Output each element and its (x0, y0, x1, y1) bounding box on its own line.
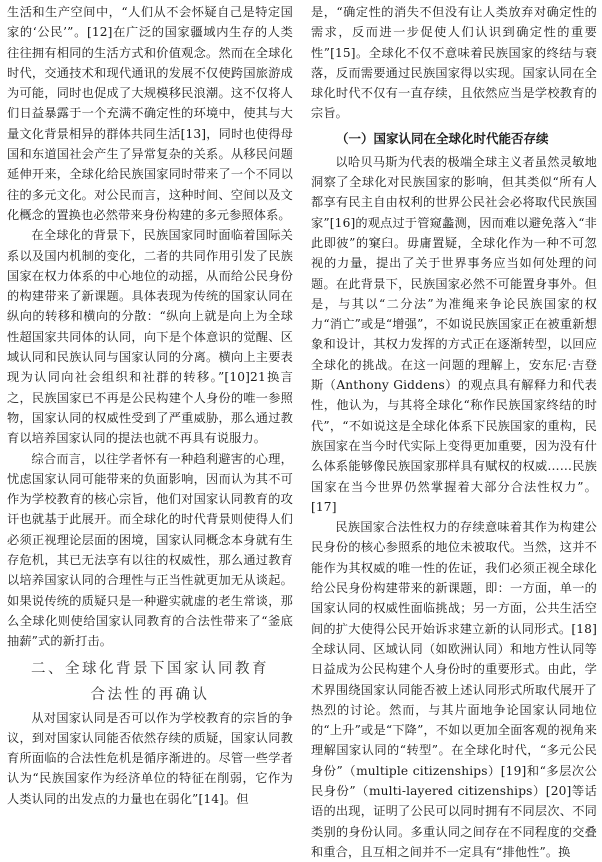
left-column (7, 2, 293, 809)
right-column (311, 2, 597, 862)
section-heading (7, 656, 293, 708)
subsection-heading: （一）国家认同在全球化时代能否存续 (336, 130, 549, 146)
paragraph: 是，“确定性的消失不但没有让人类放弃对确定性的需求，反而进一步促使人们认识到确定性的重要性”[15]。全球化不仅不意味着民族国家的终结与衰落，反而需要通过民族国家得以实现。国家认同在全球化时代不仅有一直存续，且依然应当是学校教育的宗旨。 (311, 5, 597, 121)
paragraph: 以哈贝马斯为代表的极端全球主义者虽然灵敏地洞察了全球化对民族国家的影响，但其类似“所有人都享有民主自由权利的世界公民社会必将取代民族国家”[16]的观点过于管窥蠡测，因而难以避免落入“非此即彼”的窠臼。毋庸置疑，全球化作为一种不可忽视的力量，提出了关于世界事务应当如何处理的问题。在此背景下，民族国家必然不可能置身事外。但是，与其以“二分法”为准绳来争论民族国家的权力“消亡”或是“增强”，不如说民族国家正在被重新想象和设计，其权力发挥的方式正在逐渐转型，以回应全球化的挑战。在这一问题的理解上，安东尼·吉登斯（Anthony Giddens）的观点具有解释力和代表性，他认为，与其将全球化“称作民族国家终结的时代”，“不如说这是全球化体系下民族国家的重构，民族国家在当今时代实际上变得更加重要，因为没有什么体系能够像民族国家那样具有赋权的权威……民族国家在当今世界仍然掌握着大部分合法性权力”。[17] (311, 154, 597, 514)
section-heading-line: 二、全球化背景下国家认同教育 (31, 660, 269, 677)
section-heading-line: 合法性的再确认 (90, 686, 210, 703)
paragraph: 在全球化的背景下，民族国家同时面临着国际关系以及国内机制的变化，二者的共同作用引发了民族国家在权力体系的中心地位的动摇，从而给公民身份的构建带来了新课题。具体表现为传统的国家认同在纵向的转移和横向的分散：“纵向上就是向上为全球性超国家共同体的认同，向下是个体意识的觉醒、区域认同和民族认同与国家认同的分离。横向上主要表现为认同向社会组织和社群的转移。”[10]21换言之，民族国家已不再是公民构建个人身份的唯一参照物，国家认同的权威性受到了严重威胁，那么通过教育以培养国家认同的提法也就不再具有说服力。 (7, 228, 293, 446)
paragraph: 生活和生产空间中，“人们从不会怀疑自己是特定国家的‘公民’”。[12]在广泛的国家疆域内生存的人类往往拥有相同的生活方式和价值观念。然而在全球化时代，交通技术和现代通讯的发展不仅使跨国旅游成为可能，同时也促成了大规模移民浪潮。这不仅将人们日益暴露于一个充满不确定性的环境中，使其与大量文化背景相异的群体共同生活[13]，同时也使得母国和东道国社会产生了异常复杂的关系。从移民问题延伸开来，全球化给民族国家同时带来了一个不同以往的多元文化。对公民而言，这种时间、空间以及文化概念的置换也必然带来身份构建的多元参照体系。 (7, 5, 293, 222)
paragraph: 从对国家认同是否可以作为学校教育的宗旨的争议，到对国家认同能否依然存续的质疑，国家认同教育所面临的合法性危机是循序渐进的。尽管一些学者认为“民族国家作为经济单位的特征在削弱，它作为人类认同的出发点的力量也在弱化”[14]。但 (7, 710, 293, 806)
paragraph: 综合而言，以往学者怀有一种趋利避害的心理，忧虑国家认同可能带来的负面影响，因而认为其不可作为学校教育的核心宗旨，他们对国家认同教育的攻讦也就基于此展开。而全球化的时代背景则使得人们必须正视理论层面的困境，国家认同概念本身就有生存危机，其已无法享有以往的权威性，那么通过教育以培养国家认同的合理性与正当性就更加无从谈起。如果说传统的质疑只是一种避实就虚的老生常谈，那么全球化则使给国家认同教育的合法性带来了“釜底抽薪”式的新打击。 (7, 451, 293, 649)
paragraph: 民族国家合法性权力的存续意味着其作为构建公民身份的核心参照系的地位未被取代。当然，这并不能作为其权威的唯一性的佐证，我们必须正视全球化给公民身份构建带来的新课题，即：一方面，单一的国家认同的权威性面临挑战；另一方面，公共生活空间的扩大使得公民开始诉求建立新的认同形式。[18]全球认同、区域认同（如欧洲认同）和地方性认同等日益成为公民构建个人身份时的重要形式。由此，学术界围绕国家认同能否被上述认同形式所取代展开了热烈的讨论。然而，与其片面地争论国家认同地位的“上升”或是“下降”，不如以更加全面客观的视角来理解国家认同的“转型”。在全球化时代，“多元公民身份”（multiple citizenships）[19]和“多层次公民身份”（multi-layered citizenships）[20]等话语的出现，证明了公民可以同时拥有不同层次、不同类别的身份认同。多重认同之间存在不同程度的交叠和重合，且互相之间并不一定具有“排他性”。换 (311, 520, 597, 859)
